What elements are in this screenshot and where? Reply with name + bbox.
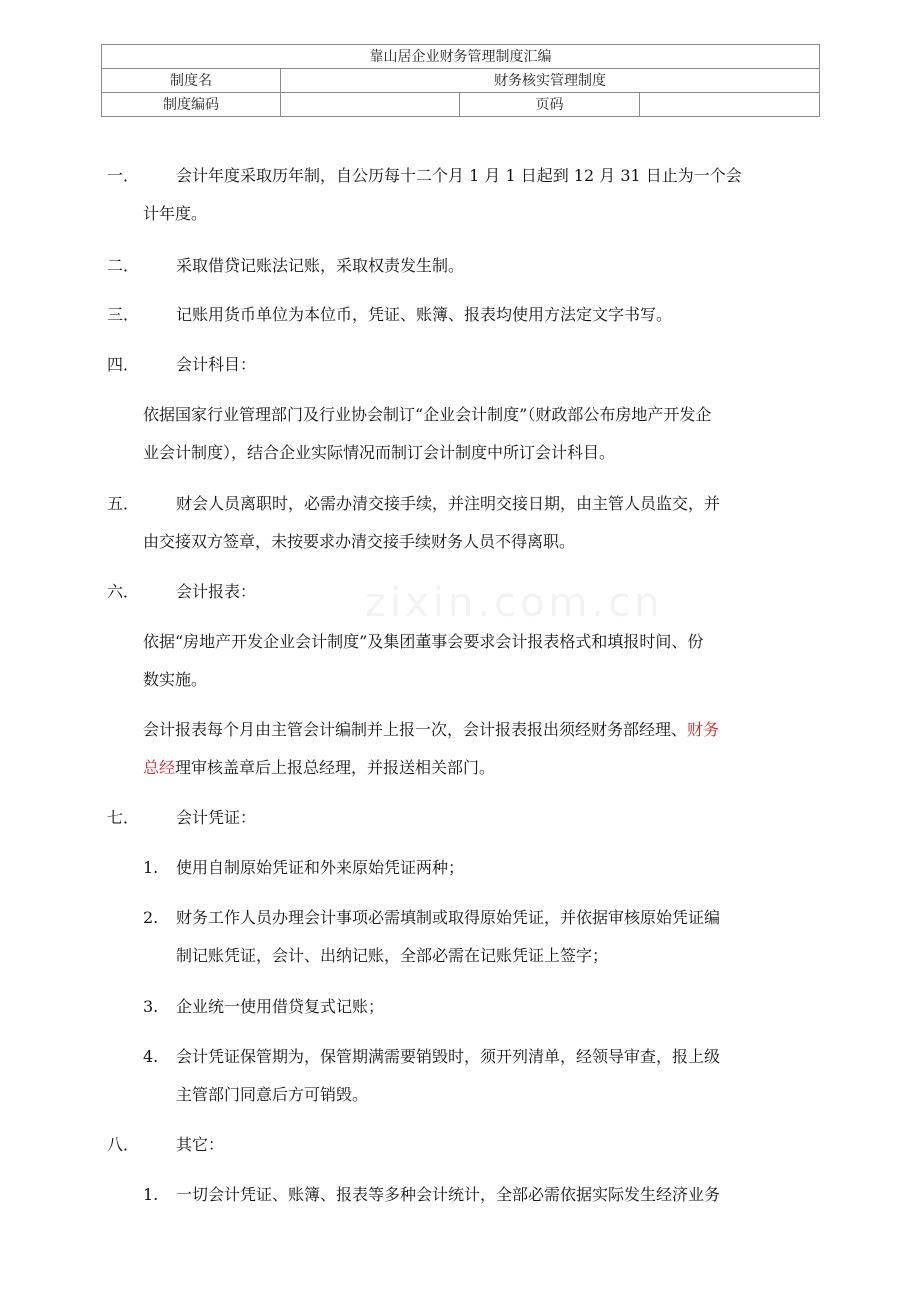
list-item-text: 一切会计凭证、账簿、报表等多种会计统计，全部必需依据实际发生经济业务 [176, 1185, 721, 1204]
list-item-text: 会计凭证保管期为，保管期满需要销毁时，须开列清单，经领导审查，报上级 [176, 1047, 721, 1066]
header-table [101, 44, 820, 117]
header-page-label: 页码 [460, 93, 640, 117]
section-number: 一． [107, 166, 140, 185]
list-number: 2. [143, 908, 159, 927]
section-text: 会计报表： [176, 582, 257, 601]
header-title: 靠山居企业财务管理制度汇编 [102, 45, 820, 69]
section-text: 其它： [176, 1135, 225, 1154]
section-number: 六． [107, 582, 140, 601]
section-text: 会计凭证： [176, 808, 257, 827]
list-item-text: 制记账凭证，会计、出纳记账，全部必需在记账凭证上签字； [176, 946, 609, 965]
paragraph-text: 数实施。 [143, 670, 208, 689]
section-number: 七． [107, 808, 140, 827]
section-number: 四． [107, 355, 140, 374]
list-item-text: 主管部门同意后方可销毁。 [176, 1085, 369, 1104]
section-text: 财会人员离职时，必需办清交接手续，并注明交接日期，由主管人员监交，并 [176, 494, 721, 513]
header-name-value: 财务核实管理制度 [281, 69, 820, 93]
paragraph-text: 依据国家行业管理部门及行业协会制订“企业会计制度”（财政部公布房地产开发企 [143, 405, 712, 424]
section-text: 记账用货币单位为本位币，凭证、账簿、报表均使用方法定文字书写。 [176, 305, 673, 324]
highlighted-text: 总经 [143, 758, 176, 777]
section-number: 二． [107, 256, 140, 275]
header-code-value [281, 93, 460, 117]
list-item-text: 财务工作人员办理会计事项必需填制或取得原始凭证，并依据审核原始凭证编 [176, 908, 721, 927]
paragraph-text [143, 758, 495, 777]
section-text: 会计年度采取历年制，自公历每十二个月 1 月 1 日起到 12 月 31 日止为一个会 [176, 166, 742, 185]
section-text: 由交接双方签章，未按要求办清交接手续财务人员不得离职。 [143, 532, 576, 551]
header-page-value [640, 93, 820, 117]
list-number: 1. [143, 858, 159, 877]
list-number: 3. [143, 997, 159, 1016]
list-number: 4. [143, 1047, 159, 1066]
highlighted-text: 财务 [687, 720, 720, 739]
header-code-label: 制度编码 [102, 93, 281, 117]
list-number: 1. [143, 1185, 159, 1204]
paragraph-text-part: 会计报表每个月由主管会计编制并上报一次，会计报表报出须经财务部经理、 [143, 720, 688, 739]
header-name-label: 制度名 [102, 69, 281, 93]
paragraph-text [143, 720, 719, 739]
paragraph-text: 业会计制度），结合企业实际情况而制订会计制度中所订会计科目。 [143, 443, 616, 462]
section-text: 会计科目： [176, 355, 257, 374]
paragraph-text: 依据“房地产开发企业会计制度”及集团董事会要求会计报表格式和填报时间、份 [143, 632, 704, 651]
section-number: 五． [107, 494, 140, 513]
list-item-text: 企业统一使用借贷复式记账； [176, 997, 385, 1016]
section-number: 三． [107, 305, 140, 324]
paragraph-text-part: 理审核盖章后上报总经理，并报送相关部门。 [175, 758, 496, 777]
section-number: 八． [107, 1135, 140, 1154]
watermark: zixin.com.cn [365, 580, 664, 626]
list-item-text: 使用自制原始凭证和外来原始凭证两种； [176, 858, 465, 877]
section-text: 采取借贷记账法记账，采取权责发生制。 [176, 256, 465, 275]
section-text: 计年度。 [143, 204, 208, 223]
